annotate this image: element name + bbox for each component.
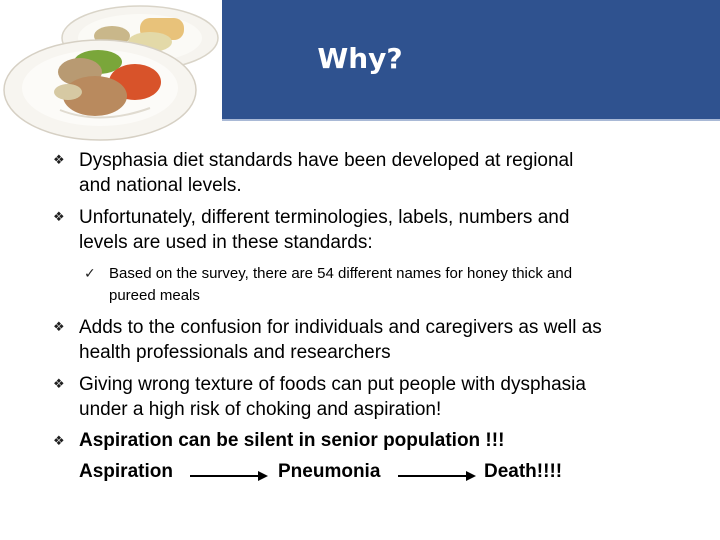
check-mark-icon: ✓ xyxy=(84,265,96,281)
sequence-step-pneumonia: Pneumonia xyxy=(278,461,381,482)
bullet-3-line-1: Adds to the confusion for individuals and caregivers as well as xyxy=(79,317,602,338)
diamond-bullet-icon: ❖ xyxy=(53,376,65,391)
arrow-right-icon xyxy=(398,470,476,482)
bullet-4-line-2: under a high risk of choking and aspiration! xyxy=(79,399,442,420)
diamond-bullet-icon: ❖ xyxy=(53,152,65,167)
bullet-2-line-2: levels are used in these standards: xyxy=(79,232,373,253)
bullet-5-line-1: Aspiration can be silent in senior population !!! xyxy=(79,430,505,451)
sub-bullet-line-1: Based on the survey, there are 54 different names for honey thick and xyxy=(109,265,573,282)
sequence-step-death: Death!!!! xyxy=(484,461,563,482)
arrow-right-icon xyxy=(190,470,268,482)
sequence-step-aspiration: Aspiration xyxy=(79,461,173,482)
bullet-1-line-1: Dysphasia diet standards have been developed at regional xyxy=(79,150,574,171)
bullet-2-line-1: Unfortunately, different terminologies, labels, numbers and xyxy=(79,207,570,228)
sub-bullet-line-2: pureed meals xyxy=(109,287,200,304)
bullet-3-line-2: health professionals and researchers xyxy=(79,342,391,363)
bullet-1-line-2: and national levels. xyxy=(79,175,242,196)
diamond-bullet-icon: ❖ xyxy=(53,209,65,224)
bullet-4-line-1: Giving wrong texture of foods can put people with dysphasia xyxy=(79,374,586,395)
diamond-bullet-icon: ❖ xyxy=(53,319,65,334)
diamond-bullet-icon: ❖ xyxy=(53,433,65,448)
slide-title: Why? xyxy=(317,42,403,75)
